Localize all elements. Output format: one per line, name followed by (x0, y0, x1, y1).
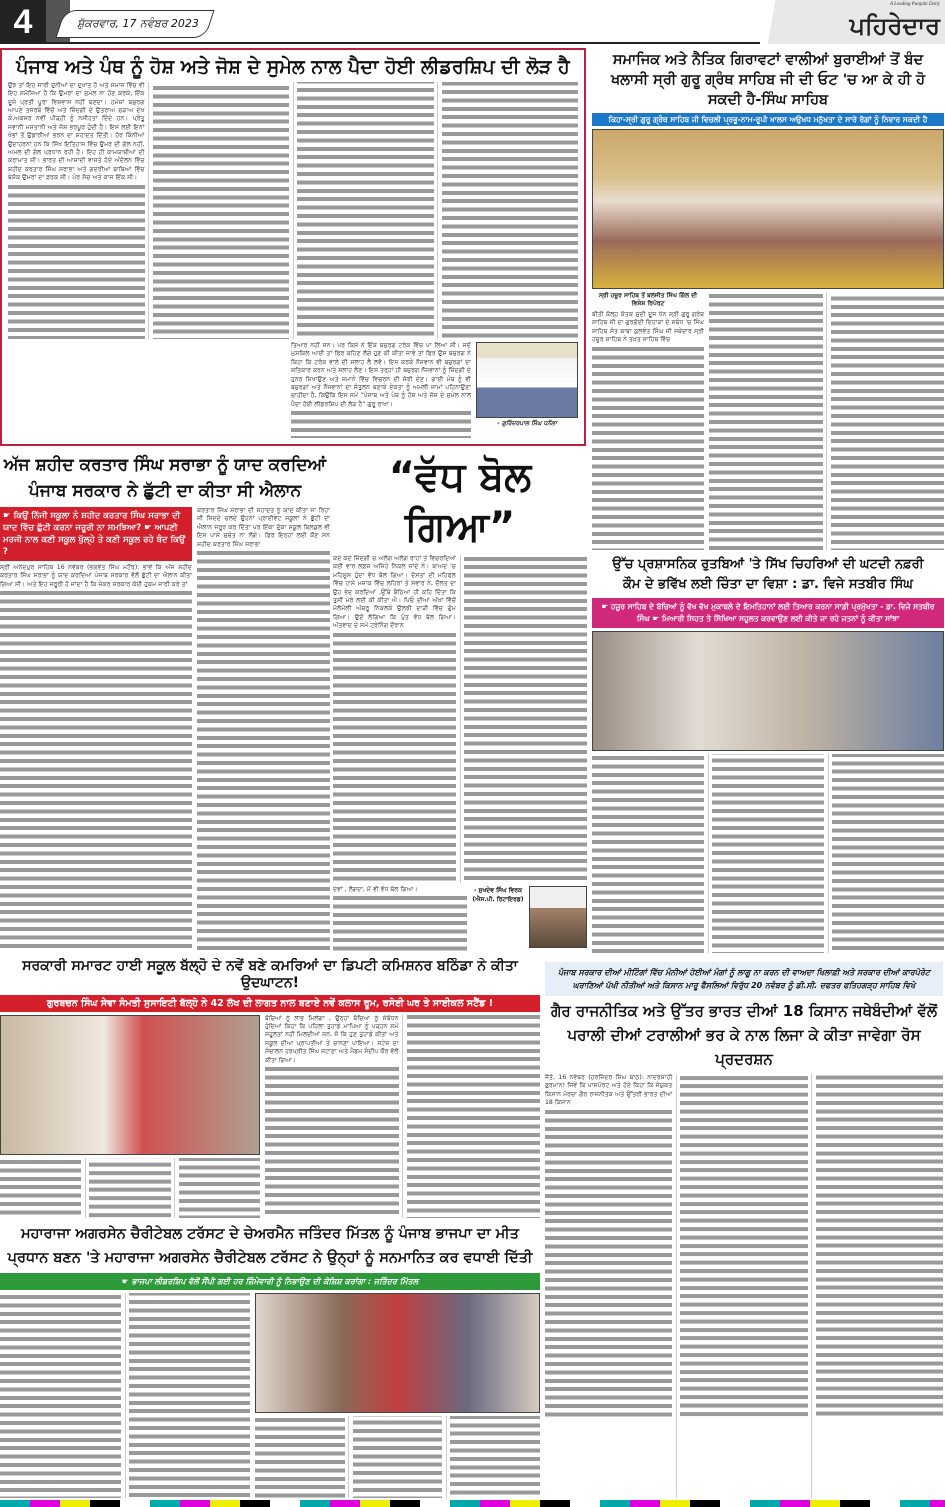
article-headline: ਅੱਜ ਸ਼ਹੀਦ ਕਰਤਾਰ ਸਿੰਘ ਸਰਾਭਾ ਨੂੰ ਯਾਦ ਕਰਦਿਆਂ ਪੰਜਾਬ ਸਰਕਾਰ ਨੇ ਛੁੱਟੀ ਦਾ ਕੀਤਾ ਸੀ ਐਲਾਨ (3, 455, 327, 501)
article-strap: ਕਿਹਾ-ਸ੍ਰੀ ਗੁਰੂ ਗ੍ਰੰਥ ਸਾਹਿਬ ਜੀ ਵਿਚਲੀ ਪ੍ਰਭੂ-ਨਾਮ-ਰੂਪੀ ਖਾਲਸ ਅਉਖਧ ਮਨੁੱਖਤਾ ਦੇ ਸਾਰੇ ਰੋਗਾਂ ਨੂੰ ਨਿਵਾਰ ਸਕਦੀ ਹੈ (592, 113, 944, 126)
author-photo (529, 886, 587, 948)
article-body (0, 1293, 250, 1498)
article-body: ਜੈਤੋ, 16 ਨਵੰਬਰ (ਹਰਜਿੰਦਰ ਸਿੰਘ ਬਾਠ): ਨਾਦਰਸ਼ਾਹੀ ਫ਼ੁਰਮਾਨ! ਜਿਵੇਂ ਕਿ ਪਾਸਪੋਰਟ ਅਤੇ ਹੋਏ ਕਿਹਾ ਕਿ ਸੰਯੁਕਤ ਕਿਸਾਨ ਮੋਰਚਾ ਗੈਰ ਰਾਜਨੀਤਕ ਅਤੇ ਉੱਤਰੀ ਭਾਰਤ ਦੀਆਂ 18 ਕਿਸਾਨ (545, 1074, 943, 1498)
article-author: - ਗੁਰਿੰਦਰਪਾਲ ਸਿੰਘ ਧਨੌਲਾ (497, 420, 557, 427)
article-body: ਉਂਝ ਤਾਂ ਇਹ ਸਾਰੀ ਦੁਨੀਆਂ ਦਾ ਦੁਖਾਂਤ ਹੈ ਅਤੇ ਸਮਾਜ ਵਿੱਚ ਵੀ ਇਹ ਸਮੱਸਿਆ ਹੈ ਕਿ ਉਮਰਾਂ ਦਾ ਸੁਮੇਲ ਨਾ ਹੋਣ ਕਰਕੇ, ਇੱਕ ਦੂਜੇ ਪ੍ਰਤੀ ਪੂਰਾ ਵਿਸ਼ਵਾਸ ਨਹੀਂ ਬਣਦਾ। ਹਮੇਸ਼ਾਂ ਬਜ਼ੁਰਗ ਆਪਣੇ ਤਜਰਬੇ ਵਿੱਚੋਂ ਅਤੇ ਜ਼ਿੰਦਗੀ ਦੇ ਉਤਰਾਅ ਚੜਾਅ ਦੇਖ ਕੇ,ਅਕਸਰ ਨਵੀਂ ਪੀੜ੍ਹੀ ਨੂੰ ਨਸੀਹਤਾਂ ਦਿੰਦੇ ਹਨ। ਪ੍ਰੰਤੂ ਜਵਾਨੀ ਮਸਤਾਨੀ ਅਤੇ ਜੋਸ਼ ਭਰਪੂਰ ਹੁੰਦੀ ਹੈ। ਇਸ ਲਈ ਇਨਾਂ ਖੰਭਾਂ ਤੋਂ ਉਡਾਰੀਆਂ ਭਰਨ ਦਾ ਸ਼ਹਾਦਤ ਦਿੱਤੀ। ਹੋਰ ਕਿੰਨੀਆਂ ਉਦਾਹਰਨਾਂ ਹਨ ਕਿ ਸਿੱਖ ਇਤਿਹਾਸ ਵਿੱਚ ਉਮਰ ਦੀ ਗੱਲ ਨਹੀਂ, ਅਮਲ ਦੀ ਗੱਲ ਪ੍ਰਧਾਨ ਰਹੀ ਹੈ। ਇਹ ਹੀ ਕਾਮਯਾਬੀਆਂ ਦੀ ਕਰਾਮਾਤ ਸੀ। ਭਾਰਤ ਦੀ ਆਜ਼ਾਦੀ ਵਾਸਤੇ ਹੋਏ ਅੰਦੋਲਨ ਵਿੱਚ ਸ਼ਹੀਦ ਕਰਤਾਰ ਸਿੰਘ ਸਰਾਭਾ ਅਤੇ ਗਦਰੀਆਂ ਬਾਬਿਆਂ ਵਿੱਚ ਬੇਸ਼ੱਕ ਉਮਰਾਂ ਦਾ ਫ਼ਰਕ ਸੀ। ਪੰਰ ਸੋਚ ਅਤੇ ਕਾਜ ਇੱਕ ਸੀ। (8, 82, 578, 339)
article-body: ਬੀਤੀ ਕੱਲ੍ਹ ਕੱਤਕ ਸੁਦੀ ਦੂਜ ਧੰਨ ਸ੍ਰੀ ਗੁਰੂ ਗ੍ਰੰਥ ਸਾਹਿਬ ਜੀ ਦਾ ਗੁਰਗੱਦੀ ਦਿਹਾੜਾ ਦੇ ਸਬੰਧ 'ਚ ਸਿੰਘ ਸਾਹਿਬ ਸੰਤ ਬਾਬਾ ਕੁਲਵੰਤ ਸਿੰਘ ਜੀ ਜਥੇਦਾਰ ਸ੍ਰੀ ਹਜ਼ੂਰ ਸਾਹਿਬ ਨੇ ਤਖ਼ਤ ਸਾਹਿਬ ਵਿੱਚ (592, 311, 704, 550)
article-leadership (0, 48, 586, 446)
article-kicker: ਪੰਜਾਬ ਸਰਕਾਰ ਦੀਆਂ ਮੀਟਿੰਗਾਂ ਵਿੱਚ ਮੰਨੀਆਂ ਹੋਈਆਂ ਮੰਗਾਂ ਨੂੰ ਲਾਗੂ ਨਾ ਕਰਨ ਦੀ ਵਾਅਦਾ ਖਿਲਾਫ਼ੀ ਅਤੇ ਸਰਕਾਰ ਦੀਆਂ ਕਾਰਪੋਰੇਟ ਘਰਾਣਿਆਂ ਪੱਖੀ ਨੀਤੀਆਂ ਅਤੇ ਕਿਸਾਨ ਮਾਰੂ ਫੈਸਲਿਆਂ ਵਿਰੁੱਧ 20 ਨਵੰਬਰ ਨੂੰ ਡੀ.ਸੀ. ਦਫਤਰ ਫਤਿਹਗੜ੍ਹ ਸਾਹਿਬ ਵਿਖੇ (545, 962, 943, 996)
article-headline: ਸਰਕਾਰੀ ਸਮਾਰਟ ਹਾਈ ਸਕੂਲ ਬੱਲ੍ਹੋ ਦੇ ਨਵੇਂ ਬਣੇ ਕਮਰਿਆਂ ਦਾ ਡਿਪਟੀ ਕਮਿਸ਼ਨਰ ਬਠਿੰਡਾ ਨੇ ਕੀਤਾ ਉਦਘਾਟਨ! (22, 958, 518, 991)
article-vadh-bol-gia (333, 452, 587, 952)
meeting-photo (592, 631, 944, 751)
author-photo (476, 342, 578, 418)
article-body: ਕਦੇ ਕਦੇ ਜ਼ਿੰਦਗੀ ਚ ਅਲੱਗ ਅਲੱਗ ਰਾਹਾਂ ਤੇ ਵਿਚਰਦਿਆਂ ਕਈ ਵਾਰ ਲਫ਼ਜ਼ ਅਜਿਹੇ ਨਿਕਲ ਜਾਂਦੇ ਨੇ। ਬਾਅਦ 'ਚ ਮਹਿਸੂਸ ਹੁੰਦਾ ਵੱਧ ਬੋਲ ਗਿਆ। ਦੋਸਤਾਂ ਦੀ ਮਹਿਫਲ ਵਿੱਚ ਹਾਸੇ ਮਜ਼ਾਕ ਵਿੱਚ ਲਹਿਰਾਂ ਤੇ ਸਵਾਰ ਨੇ, ਦੌਲਤ ਦਾ ਉਹ ਭੇਦ ਕਰਦਿਆਂ ,ਉੱਥੇ ਬੈਠਿਆਂ ਹੀ ਕਹਿ ਦਿੱਤਾ ਕਿ ਤੁਸੀਂ ਮੇਰੇ ਲਈ ਕੀ ਕੀਤਾ ਐ। ਪਿਓ ਦੀਆਂ ਅੱਖਾਂ ਵਿੱਚੋਂ ਮੱਲੋਮੱਲੀ ਅੱਥਰੂ ਨਿਕਲਕੇ ਉਲਝੀ ਦਾੜੀ ਵਿੱਚ ਗੁੰਮ ਗਿਆ। ਉਦੋਂ ਲੱਗਿਆ ਕਿ ਪੁੱਤ ਵੱਧ ਬੋਲ ਗਿਆ। ਅੱਤਵਾਦ ਦੇ ਸਮੇਂ ਟ੍ਰੇਨਿੰਗ ਦੌਰਾਨ (333, 555, 587, 883)
photo-caption: ਸ੍ਰੀ ਹਜ਼ੂਰ ਸਾਹਿਬ ਤੋਂ ਬਲਜੀਤ ਸਿੰਘ ਗਿੱਲ ਦੀ ਵਿਸ਼ੇਸ਼ ਰਿਪੋਰਟ (598, 292, 698, 307)
newspaper-logo: ਪਹਿਰੇਦਾਰ (849, 12, 940, 40)
article-headline: ਮਹਾਰਾਜਾ ਅਗਰਸੇਨ ਚੈਰੀਟੇਬਲ ਟਰੱਸਟ ਦੇ ਚੇਅਰਮੈਨ ਜਤਿੰਦਰ ਮਿੱਤਲ ਨੂੰ ਪੰਜਾਬ ਭਾਜਪਾ ਦਾ ਮੀਤ ਪ੍ਰਧਾਨ ਬਣਨ 'ਤੇ ਮਹਾਰਾਜਾ ਅਗਰਸੇਨ ਚੈਰੀਟੇਬਲ ਟਰੱਸਟ ਨੇ ਉਨ੍ਹਾਂ ਨੂੰ ਸਨਮਾਨਿਤ ਕਰ ਵਧਾਈ ਦਿੱਤੀ (7, 1226, 533, 1266)
article-sikh-officials (592, 555, 944, 953)
inauguration-photo (0, 1015, 260, 1155)
issue-date: ਸ਼ੁੱਕਰਵਾਰ, 17 ਨਵੰਬਰ 2023 (77, 17, 199, 30)
article-body (0, 1158, 260, 1218)
article-body (255, 1416, 540, 1498)
article-body: ਕਰਤਾਰ ਸਿੰਘ ਸਰਾਭਾ ਦੀ ਸ਼ਹਾਦਤ ਨੂੰ ਯਾਦ ਕੀਤਾ ਜਾ ਰਿਹਾ ਸੀ ਜਿਦਦੇ ਚਲਦੇ ਉਹਨਾਂ ਪ੍ਰਾਈਵੇਟ ਸਕੂਲਾਂ ਨੇ ਛੁੱਟੀ ਦਾ ਐਲਾਨ ਜਰੂਰ ਕਰ ਦਿੱਤਾ ਪਰ ਇੱਕਾ ਦੁੱਕਾ ਸਕੂਲ ਬਿਲਕੁਲ ਵੀ ਇਸ ਪਾਸੇ ਸੁਚੇਤ ਨਾ ਲੱਗੇ। ਫਿਰ ਇਨ੍ਹਾਂ ਲਈ ਕੌਣ ਸਨ ਸ਼ਹੀਦ ਕਰਤਾਰ ਸਿੰਘ ਸਰਾਭਾ (197, 507, 330, 952)
article-highlight: ☛ ਕਿਉਂ ਨਿੱਜੀ ਸਕੂਲਾ ਨੇ ਸ਼ਹੀਦ ਕਰਤਾਰ ਸਿੰਘ ਸਰਾਭਾ ਦੀ ਯਾਦ ਵਿੱਚ ਛੁੱਟੀ ਕਰਨਾ ਜਰੂਰੀ ਨਾ ਸਮਝਿਆ? ☛ ਆਪਣੀ ਮਰਜੀ ਨਾਲ ਕਣੀ ਸਕੂਲ ਖੁੱਲ੍ਹੇ ਤੇ ਕਣੀ ਸਕੂਲ ਰਹੇ ਬੰਦ ਕਿਉਂ ? (0, 507, 192, 561)
article-farmers-protest (545, 962, 943, 1498)
article-sarabha (0, 452, 330, 952)
article-body: ਬੱਚਿਆਂ ਨੂੰ ਲਾਭ ਮਿਲੇਗਾ , ਉਨ੍ਹਾਂ ਬੱਚਿਆ ਨੂੰ ਸੰਬੋਧਨ ਹੁੰਦਿਆਂ ਕਿਹਾ ਕਿ ਪਹਿਲਾ ਤੁਹਾਡੇ ਮਾਪਿਆ ਨੂੰ ਪੜ੍ਹਨ ਸਮੇਂ ਸਹੂਲਤਾਂ ਨਹੀਂ ਮਿਲਦੀਆਂ ਸਨ, ਜੋ ਕਿ ਹੁਣ ਤੁਹਾਡੇ ਕੀਤਾ ਅਤੇ ਸਕੂਲ ਦੀਆ ਪ੍ਰਾਪਤੀਆਂ ਤੇ ਚਾਨਣਾ ਪਾਇਆ। ਸਟੇਜ ਦਾ ਸੰਚਾਲਨ ਹਰਪ੍ਰੀਤ ਸਿੰਘ ਜਟਾਣਾ ਅਤੇ ਮੈਡਮ ਸੰਦੀਪ ਕੌਰ ਵੱਲੋਂ ਕੀਤਾ ਗਿਆ। (265, 1015, 540, 1218)
article-strap: ਗੁਰਬਚਨ ਸਿੰਘ ਸੇਵਾ ਸੰਮਤੀ ਸੁਸਾਇਟੀ ਬੱਲ੍ਹੋ ਨੇ 42 ਲੱਖ ਦੀ ਲਾਗਤ ਨਾਲ ਬਣਾਏ ਨਵੇਂ ਕਲਾਸ ਰੂਮ, ਰਸੋਈ ਘਰ ਤੇ ਸਾਈਕਲ ਸਟੈਂਡ ! (0, 995, 540, 1012)
felicitation-photo (255, 1293, 540, 1413)
article-body (709, 292, 944, 550)
article-strap: ☛ ਹਜ਼ੂਰ ਸਾਹਿਬ ਦੇ ਬੱਚਿਆਂ ਨੂੰ ਵੱਖ ਵੱਖ ਮੁਕਾਬਲੇ ਦੇ ਇਮਤਿਹਾਨਾਂ ਲਈ ਤਿਆਰ ਕਰਨਾ ਸਾਡੀ ਪ੍ਰਮੁੱਖਤਾ - ਡਾ. ਵਿਜੇ ਸਤਬੀਰ ਸਿੰਘ ☛ ਮਿਆਰੀ ਸਿਹਤ ਤੇ ਸਿੱਖਿਆ ਸਹੂਲਤ ਕਰਵਾਉਣ ਲਈ ਕੀਤੇ ਜਾ ਰਹੇ ਜਤਨਾਂ ਨੂੰ ਕੀਤਾ ਸਾਂਝਾ (592, 598, 944, 628)
article-jatinder-mittal (0, 1222, 540, 1498)
page-number: 4 (0, 0, 46, 44)
article-headline: “ਵੱਧ ਬੋਲ ਗਿਆ” (388, 454, 532, 550)
gathering-photo (592, 129, 944, 289)
article-body-end: ਤਿਆਰ ਨਹੀਂ ਸਨ। ਪਰ ਕਿਸੇ ਨੇ ਇੱਕ ਬਜ਼ੁਰਗ ਟਰੰਕ ਵਿੱਚ ਪਾ ਲਿਆ ਸੀ। ਜਦੋਂ ਮੁਸ਼ਕਿਲ ਆਈ ਤਾਂ ਫਿਰ ਕਹਿਣ ਲੱਗੇ ਹੁਣ ਕੀ ਕੀਤਾ ਜਾਵੇ ਤਾਂ ਫਿਰ ਉਸ ਬਜ਼ੁਰਗ ਨੇ ਕਿਹਾ ਕਿ ਟਰੰਕ ਵਾਲੇ ਦੀ ਸਲਾਹ ਲੈ ਲਵੋ। ਇਸ ਕਰਕੇ ਨੌਜਵਾਨ ਵੀ ਬਜ਼ੁਰਗਾਂ ਦਾ ਸਤਿਕਾਰ ਕਰਨ ਅਤੇ ਸਲਾਹ ਲੈਣ। ਇਸ ਤਰ੍ਹਾਂ ਹੀ ਬਜ਼ੁਰਗ ਨੌਜਵਾਨਾਂ ਨੂੰ ਜ਼ਿੰਦਗੀ ਦੇ ਹੁਨਰ ਸਿਖਾਉਣ ਅਤੇ ਜ਼ਮਾਨੇ ਵਿੱਚ ਵਿਚਰਨ ਦੀ ਸੋਝੀ ਦੇਣ। ਗਾਈ ਮੰਥ ਨੂੰ ਵੀ ਬਜ਼ੁਰਗਾਂ ਅਤੇ ਨੌਜਵਾਨਾਂ ਦਾ ਸੰਤੁਲਨ ਬਣਾਕੇ ਏਕਤਾ ਨੂੰ ਅਮਲੀ ਜਾਮਾਂ ਪਹਿਨਾਉਣਾ ਚਾਹੀਦਾ ਹੈ, ਕਿਉਂਕਿ ਇਸ ਸਮੇਂ “ਪੰਜਾਬ ਅਤੇ ਪੰਥ ਨੂੰ ਹੋਸ਼ ਅਤੇ ਜੋਸ਼ ਦੇ ਸੁਮੇਲ ਨਾਲ ਪੈਦਾ ਹੋਈ ਲੀਡਰਸ਼ਿਪ ਦੀ ਲੋੜ ਹੈ” ਗੁਰੂ ਰਾਖਾ। (291, 342, 471, 438)
article-headline: ਸਮਾਜਿਕ ਅਤੇ ਨੈਤਿਕ ਗਿਰਾਵਟਾਂ ਵਾਲੀਆਂ ਬੁਰਾਈਆਂ ਤੋਂ ਬੰਦ ਖਲਾਸੀ ਸ੍ਰੀ ਗੁਰੂ ਗ੍ਰੰਥ ਸਾਹਿਬ ਜੀ ਦੀ ਓਟ 'ਚ ਆ ਕੇ ਹੀ ਹੋ ਸਕਦੀ ਹੈ-ਸਿੰਘ ਸਾਹਿਬ (610, 52, 926, 108)
article-body (592, 754, 944, 953)
article-body-end: ਦੇਵਾਂ , ਲੱਗਦਾ, ਮੈਂ ਵੀ ਵੱਧ ਬੋਲ ਗਿਆ। (333, 886, 467, 952)
article-strap: ☛ ਭਾਜਪਾ ਲੀਡਰਸ਼ਿਪ ਵੱਲੋਂ ਸੌਂਪੀ ਗਈ ਹਰ ਜ਼ਿੰਮੇਵਾਰੀ ਨੂੰ ਨਿਭਾਉਣ ਦੀ ਕੋਸ਼ਿਸ਼ ਕਰਾਂਗਾ : ਜਤਿੰਦਰ ਮਿੱਤਲ (0, 1273, 540, 1290)
article-school-inauguration (0, 958, 540, 1218)
article-headline: ਪੰਜਾਬ ਅਤੇ ਪੰਥ ਨੂੰ ਹੋਸ਼ ਅਤੇ ਜੋਸ਼ ਦੇ ਸੁਮੇਲ ਨਾਲ ਪੈਦਾ ਹੋਈ ਲੀਡਰਸ਼ਿਪ ਦੀ ਲੋੜ ਹੈ (16, 56, 570, 78)
color-registration-bar (0, 1500, 945, 1507)
article-headline: ਗੈਰ ਰਾਜਨੀਤਿਕ ਅਤੇ ਉੱਤਰ ਭਾਰਤ ਦੀਆਂ 18 ਕਿਸਾਨ ਜਥੇਬੰਦੀਆਂ ਵੱਲੋਂ ਪਰਾਲੀ ਦੀਆਂ ਟਰਾਲੀਆਂ ਭਰ ਕੇ ਨਾਲ ਲਿਜਾ ਕੇ ਕੀਤਾ ਜਾਵੇਗਾ ਰੋਸ ਪ੍ਰਦਰਸ਼ਨ (550, 1002, 938, 1068)
date-box (55, 10, 214, 38)
article-headline: ਉੱਚ ਪ੍ਰਸ਼ਾਸਨਿਕ ਰੁਤਬਿਆਂ 'ਤੇ ਸਿੱਖ ਚਿਹਰਿਆਂ ਦੀ ਘਟਦੀ ਨਫ਼ਰੀ ਕੌਮ ਦੇ ਭਵਿੱਖ ਲਈ ਚਿੰਤਾ ਦਾ ਵਿਸ਼ਾ : ਡਾ. ਵਿਜੇ ਸਤਬੀਰ ਸਿੰਘ (612, 557, 924, 592)
article-author: - ਸੁਖਦੇਵ ਸਿੰਘ ਵਿਰਕ (ਐਸ.ਪੀ. ਰਿਟਾਇਰਡ) (472, 887, 524, 903)
article-sikh-values (592, 50, 944, 550)
article-body: ਸ੍ਰੀ ਅਨੰਦਪੁਰ ਸਾਹਿਬ 16 ਨਵੰਬਰ (ਭਗਵੰਤ ਸਿੰਘ ਮਟੌਰ): ਭਾਵੇਂ ਕਿ ਅੱਜ ਸ਼ਹੀਦ ਕਰਤਾਰ ਸਿੰਘ ਸਰਾਭਾ ਨੂੰ ਯਾਦ ਕਰਦਿਆਂ ਪੰਜਾਬ ਸਰਕਾਰ ਵੱਲੋਂ ਛੁੱਟੀ ਦਾ ਐਲਾਨ ਕੀਤਾ ਗਿਆ ਸੀ। ਅਤੇ ਇਹ ਜਰੂਰੀ ਹੋ ਜਾਂਦਾ ਹੈ ਕਿ ਜੇਕਰ ਸਰਕਾਰ ਕੋਈ ਹੁਕਮ ਜਾਰੀ ਕਰੇ ਤਾਂ (0, 564, 192, 952)
tagline: A Leading Punjabi Daily (889, 2, 940, 7)
